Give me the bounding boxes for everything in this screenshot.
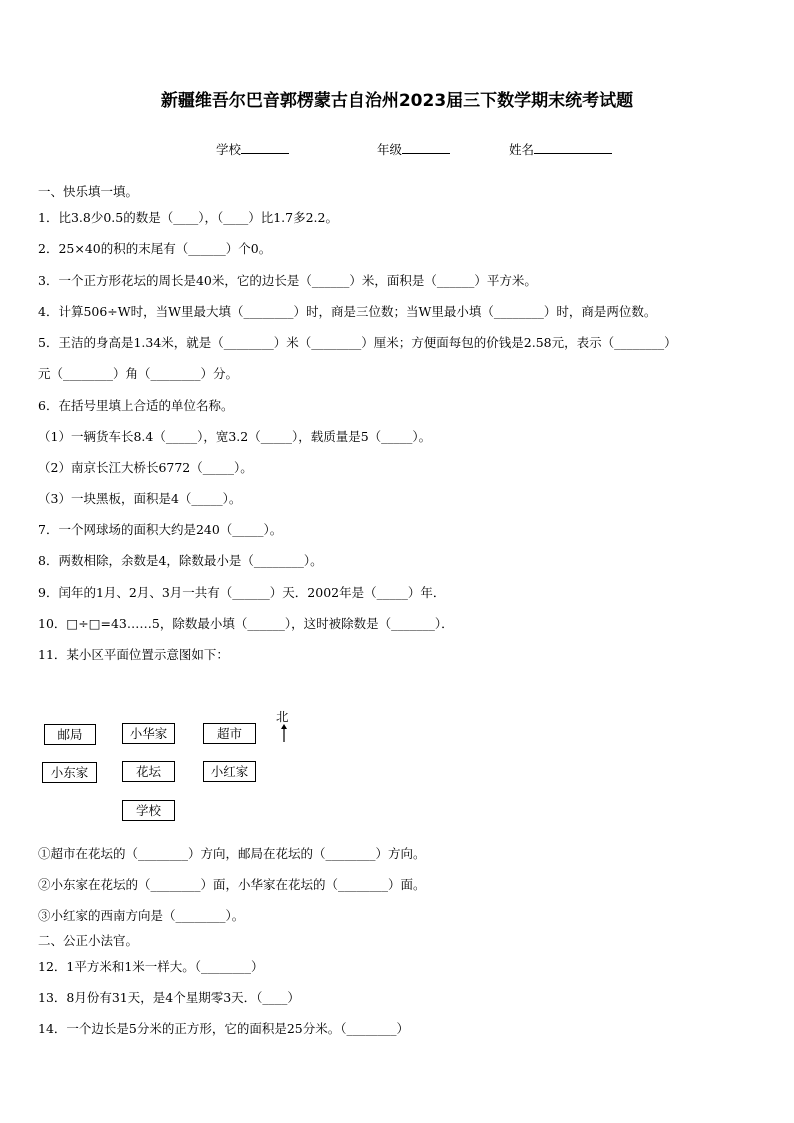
north-arrow-icon — [281, 724, 287, 742]
map-post-office: 邮局 — [44, 724, 96, 745]
section-heading-2: 二、公正小法官。 — [38, 933, 139, 948]
question-9: 9．闰年的1月、2月、3月一共有（______）天．2002年是（_____）年． — [38, 585, 446, 600]
map-flower-bed: 花坛 — [122, 761, 175, 782]
map-supermarket: 超市 — [203, 723, 256, 744]
question-3: 3．一个正方形花坛的周长是40米，它的边长是（______）米，面积是（______）平方米。 — [38, 273, 537, 288]
question-6: 6．在括号里填上合适的单位名称。 — [38, 398, 234, 413]
question-11-2: ②小东家在花坛的（________）面，小华家在花坛的（________）面。 — [38, 877, 426, 892]
question-10: 10．□÷□=43……5，除数最小填（______），这时被除数是（_______）． — [38, 616, 454, 631]
question-7: 7．一个网球场的面积大约是240（_____）。 — [38, 522, 283, 537]
grade-label: 年级 — [377, 142, 403, 157]
question-5: 5．王洁的身高是1.34米，就是（________）米（________）厘米；方便面每包的价钱是2.58元，表示（________） — [38, 335, 677, 350]
question-11-1: ①超市在花坛的（________）方向，邮局在花坛的（________）方向。 — [38, 846, 426, 861]
north-label: 北 — [276, 709, 289, 724]
name-field — [509, 140, 612, 158]
grade-blank — [402, 141, 450, 154]
question-13: 13．8月份有31天，是4个星期零3天．（____） — [38, 990, 300, 1005]
question-5-cont: 元（________）角（________）分。 — [38, 366, 239, 381]
question-11: 11．某小区平面位置示意图如下： — [38, 647, 229, 662]
page-title: 新疆维吾尔巴音郭楞蒙古自治州2023届三下数学期末统考试题 — [160, 91, 634, 111]
school-blank — [241, 141, 289, 154]
question-2: 2．25×40的积的末尾有（______）个0。 — [38, 241, 272, 256]
question-4: 4．计算506÷W时，当W里最大填（________）时，商是三位数；当W里最小填（________）时，商是两位数。 — [38, 304, 657, 319]
question-14: 14．一个边长是5分米的正方形，它的面积是25分米。（________） — [38, 1021, 410, 1036]
question-6-2: （2）南京长江大桥长6772（_____）。 — [38, 460, 253, 475]
name-label: 姓名 — [509, 142, 535, 157]
map-school: 学校 — [122, 800, 175, 821]
question-6-1: （1）一辆货车长8.4（_____），宽3.2（_____），载质量是5（_____）。 — [38, 429, 432, 444]
question-8: 8．两数相除，余数是4，除数最小是（________）。 — [38, 553, 323, 568]
map-xiaohong-home: 小红家 — [203, 761, 256, 782]
section-heading-1: 一、快乐填一填。 — [38, 184, 139, 199]
grade-field — [377, 140, 450, 158]
school-label: 学校 — [216, 142, 242, 157]
school-field — [216, 140, 289, 158]
name-blank — [534, 141, 612, 154]
question-1: 1．比3.8少0.5的数是（____），（____）比1.7多2.2。 — [38, 210, 338, 225]
question-11-3: ③小红家的西南方向是（________）。 — [38, 908, 245, 923]
map-xiaohua-home: 小华家 — [122, 723, 175, 744]
question-6-3: （3）一块黑板，面积是4（_____）。 — [38, 491, 242, 506]
map-xiaodong-home: 小东家 — [42, 762, 97, 783]
question-12: 12．1平方米和1米一样大。（________） — [38, 959, 264, 974]
